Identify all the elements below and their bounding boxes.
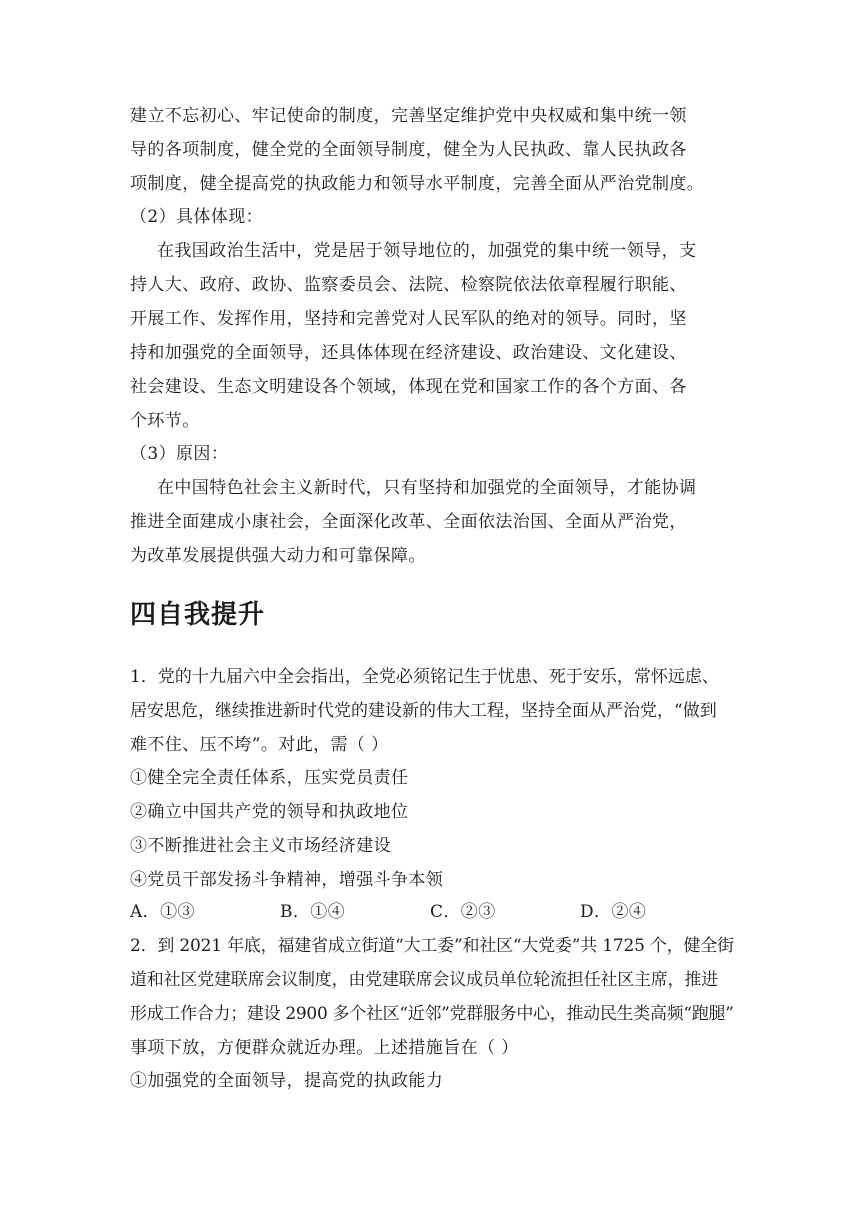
paragraph-line: 为改革发展提供强大动力和可靠保障。 (130, 546, 426, 566)
question-2-line: 事项下放，方便群众就近办理。上述措施旨在（ ） (130, 1038, 519, 1058)
option-d: D．②④ (580, 902, 647, 922)
question-2-line: 2．到 2021 年底，福建省成立街道“大工委”和社区“大党委”共 1725 个，健全街 (130, 936, 734, 956)
statement-1: ①健全完全责任体系，压实党员责任 (130, 768, 409, 788)
subheading-specific: （2）具体体现： (130, 207, 264, 227)
statement-2: ②确立中国共产党的领导和执政地位 (130, 802, 409, 822)
paragraph-line: 建立不忘初心、牢记使命的制度，完善坚定维护党中央权威和集中统一领 (130, 106, 687, 126)
option-a: A．①③ (130, 902, 195, 922)
paragraph-line: 导的各项制度，健全党的全面领导制度，健全为人民执政、靠人民执政各 (130, 140, 687, 160)
paragraph-line: 项制度，健全提高党的执政能力和领导水平制度，完善全面从严治党制度。 (130, 174, 705, 194)
section-title: 四自我提升 (130, 600, 266, 630)
question-1-line: 1．党的十九届六中全会指出，全党必须铭记生于忧患、死于安乐，常怀远虑、 (130, 667, 719, 687)
statement-1: ①加强党的全面领导，提高党的执政能力 (130, 1071, 444, 1091)
statement-4: ④党员干部发扬斗争精神，增强斗争本领 (130, 870, 444, 890)
paragraph-line: 个环节。 (130, 411, 200, 431)
question-1-line: 居安思危，继续推进新时代党的建设新的伟大工程，坚持全面从严治党，“做到 (130, 701, 717, 721)
paragraph-line: 在我国政治生活中，党是居于领导地位的，加强党的集中统一领导，支 (157, 241, 697, 261)
paragraph-line: 持和加强党的全面领导，还具体体现在经济建设、政治建设、文化建设、 (130, 343, 687, 363)
question-2-line: 形成工作合力；建设 2900 多个社区“近邻”党群服务中心，推动民生类高频“跑腿” (130, 1004, 734, 1024)
paragraph-line: 在中国特色社会主义新时代，只有坚持和加强党的全面领导，才能协调 (157, 478, 697, 498)
paragraph-line: 推进全面建成小康社会，全面深化改革、全面依法治国、全面从严治党， (130, 512, 687, 532)
question-2-line: 道和社区党建联席会议制度，由党建联席会议成员单位轮流担任社区主席，推进 (130, 970, 718, 990)
option-b: B．①④ (280, 902, 346, 922)
subheading-reason: （3）原因： (130, 444, 229, 464)
paragraph-line: 开展工作、发挥作用，坚持和完善党对人民军队的绝对的领导。同时，坚 (130, 309, 687, 329)
statement-3: ③不断推进社会主义市场经济建设 (130, 836, 391, 856)
option-c: C．②③ (430, 902, 496, 922)
paragraph-line: 社会建设、生态文明建设各个领域，体现在党和国家工作的各个方面、各 (130, 377, 687, 397)
paragraph-line: 持人大、政府、政协、监察委员会、法院、检察院依法依章程履行职能、 (130, 275, 687, 295)
question-1-line: 难不住、压不垮”。对此，需（ ） (130, 735, 389, 755)
